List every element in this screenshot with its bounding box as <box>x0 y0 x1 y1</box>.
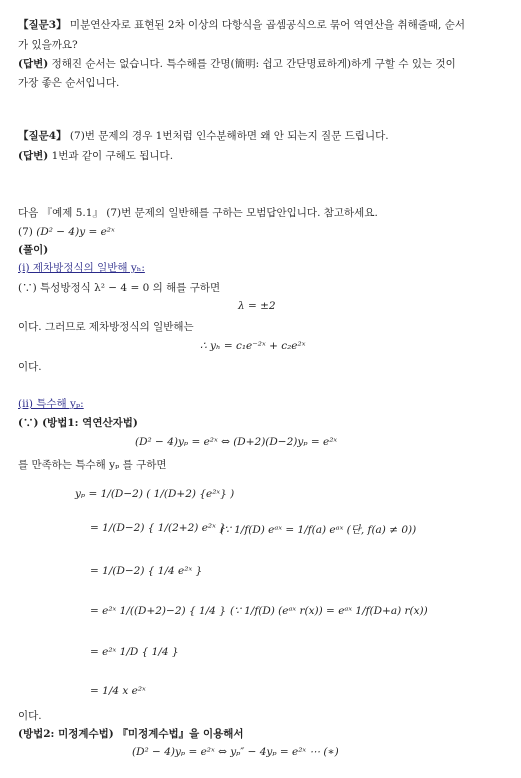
question3-line1 <box>18 18 465 32</box>
solution-label: (풀이) <box>18 244 49 256</box>
method2-heading: (방법2: 미정계수법) 『미정계수법』을 이용해서 <box>18 728 244 740</box>
problem-equation: (D² − 4)y = e²ˣ <box>36 226 115 238</box>
derivation-step-5: = e²ˣ 1/D { 1/4 } <box>90 646 179 658</box>
answer4-text: 1번과 같이 구해도 됩니다. <box>48 150 174 162</box>
answer4-tag: (답변) <box>18 150 49 162</box>
question4-text: (7)번 문제의 경우 1번처럼 인수분해하면 왜 안 되는지 질문 드립니다. <box>66 130 389 142</box>
ida-2: 이다. <box>18 710 42 722</box>
answer4-line <box>18 149 173 163</box>
derivation-step-1: yₚ = 1/(D−2) ( 1/(D+2) {e²ˣ} ) <box>75 488 235 500</box>
homogeneous-solution: ∴ yₕ = c₁e⁻²ˣ + c₂e²ˣ <box>200 340 306 352</box>
lambda-solution: λ = ±2 <box>238 300 276 312</box>
part-ii-heading: (ii) 특수해 yₚ: <box>18 398 84 410</box>
answer3-tag: (답변) <box>18 58 49 70</box>
derivation-step-4: = e²ˣ 1/((D+2)−2) { 1/4 } <box>90 605 226 617</box>
ida-1: 이다. <box>18 361 42 373</box>
derivation-step-6: = 1/4 x e²ˣ <box>90 685 146 697</box>
derivation-step-3: = 1/(D−2) { 1/4 e²ˣ } <box>90 565 203 577</box>
question4-tag: 【질문4】 <box>18 130 67 142</box>
derivation-step-2: = 1/(D−2) { 1/(2+2) e²ˣ } <box>90 522 226 534</box>
homogeneous-text: 이다. 그러므로 제차방정식의 일반해는 <box>18 321 194 333</box>
derivation-note-2: (∵ 1/f(D) eᵃˣ = 1/f(a) eᵃˣ (단, f(a) ≠ 0)) <box>220 524 417 536</box>
question3-tag: 【질문3】 <box>18 19 67 31</box>
answer3-text: 정해진 순서는 없습니다. 특수해를 간명(簡明: 쉽고 간단명료하게)하게 구할 수 있는 것이 <box>48 58 456 70</box>
question3-text: 미분연산자로 표현된 2차 이상의 다항식을 곱셈공식으로 묶어 역연산을 취해줄때, 순서 <box>66 19 465 31</box>
derivation-note-4: (∵ 1/f(D) (eᵃˣ r(x)) = eᵃˣ 1/f(D+a) r(x)) <box>230 605 428 617</box>
problem-number: (7) <box>18 226 37 238</box>
characteristic-equation-text: (∵) 특성방정식 λ² − 4 = 0 의 해를 구하면 <box>18 282 221 294</box>
answer3-line2: 가장 좋은 순서입니다. <box>18 77 120 89</box>
method1-equation: (D² − 4)yₚ = e²ˣ ⇔ (D+2)(D−2)yₚ = e²ˣ <box>135 436 338 448</box>
part-i-heading: (i) 제차방정식의 일반해 yₕ: <box>18 262 145 274</box>
find-particular-text: 를 만족하는 특수해 yₚ 를 구하면 <box>18 459 167 471</box>
method2-equation: (D² − 4)yₚ = e²ˣ ⇔ yₚ″ − 4yₚ = e²ˣ ⋯ (∗) <box>132 746 339 758</box>
answer3-line1 <box>18 57 456 71</box>
method1-heading: (∵) (방법1: 역연산자법) <box>18 417 138 429</box>
question3-line2: 가 있을까요? <box>18 39 78 51</box>
solution-intro: 다음 『예제 5.1』 (7)번 문제의 일반해를 구하는 모범답안입니다. 참고하세요. <box>18 207 378 219</box>
problem-line <box>18 225 115 239</box>
question4-line <box>18 129 389 143</box>
